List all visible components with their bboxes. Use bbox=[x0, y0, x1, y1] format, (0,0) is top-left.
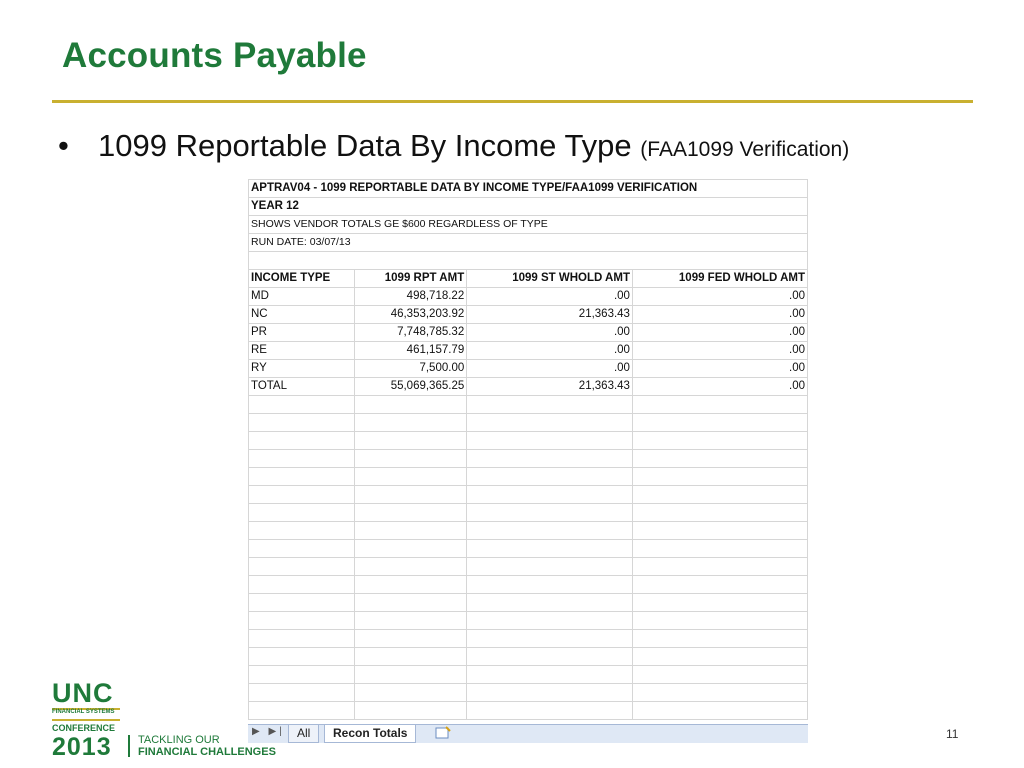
empty-cell bbox=[632, 468, 807, 486]
empty-cell bbox=[355, 594, 467, 612]
empty-row bbox=[249, 522, 808, 540]
title-divider bbox=[52, 100, 973, 103]
empty-cell bbox=[249, 486, 355, 504]
empty-cell bbox=[355, 558, 467, 576]
logo-tagline-1: TACKLING OUR bbox=[138, 734, 220, 746]
table-row bbox=[249, 360, 808, 378]
empty-cell bbox=[632, 576, 807, 594]
empty-cell bbox=[467, 594, 633, 612]
insert-sheet-icon[interactable] bbox=[434, 726, 454, 740]
cell-rpt-amt: 7,500.00 bbox=[355, 360, 467, 378]
cell-st-whold: .00 bbox=[467, 324, 633, 342]
cell-st-whold: .00 bbox=[467, 342, 633, 360]
spreadsheet bbox=[248, 179, 808, 742]
empty-row bbox=[249, 486, 808, 504]
cell-st-whold: 21,363.43 bbox=[467, 378, 633, 396]
empty-cell bbox=[467, 612, 633, 630]
cell-income-type: NC bbox=[249, 306, 355, 324]
empty-cell bbox=[249, 396, 355, 414]
empty-cell bbox=[467, 414, 633, 432]
empty-row bbox=[249, 414, 808, 432]
bullet-marker: • bbox=[58, 128, 69, 163]
cell-rpt-amt: 461,157.79 bbox=[355, 342, 467, 360]
empty-cell bbox=[632, 414, 807, 432]
empty-cell bbox=[632, 486, 807, 504]
empty-row bbox=[249, 504, 808, 522]
empty-cell bbox=[467, 432, 633, 450]
empty-cell bbox=[249, 594, 355, 612]
empty-row bbox=[249, 630, 808, 648]
empty-cell bbox=[467, 684, 633, 702]
empty-grid-rows bbox=[249, 396, 808, 720]
table-row bbox=[249, 342, 808, 360]
empty-row bbox=[249, 648, 808, 666]
empty-row bbox=[249, 468, 808, 486]
bullet-sub-text: (FAA1099 Verification) bbox=[640, 138, 850, 161]
logo-small-text: FINANCIAL SYSTEMS bbox=[52, 709, 115, 715]
empty-row bbox=[249, 396, 808, 414]
empty-cell bbox=[355, 504, 467, 522]
empty-cell bbox=[632, 396, 807, 414]
cell-income-type: RE bbox=[249, 342, 355, 360]
empty-cell bbox=[355, 630, 467, 648]
cell-income-type: MD bbox=[249, 288, 355, 306]
report-run-date: RUN DATE: 03/07/13 bbox=[249, 234, 808, 252]
empty-cell bbox=[467, 522, 633, 540]
empty-cell bbox=[467, 504, 633, 522]
tab-all[interactable]: All bbox=[288, 725, 319, 743]
header-row bbox=[249, 270, 808, 288]
empty-cell bbox=[632, 450, 807, 468]
empty-cell bbox=[467, 450, 633, 468]
logo-conference-text: CONFERENCE bbox=[52, 723, 116, 733]
empty-cell bbox=[249, 648, 355, 666]
tab-recon-totals[interactable]: Recon Totals bbox=[324, 725, 416, 743]
cell-fed-whold: .00 bbox=[632, 378, 807, 396]
empty-cell bbox=[632, 666, 807, 684]
cell-rpt-amt: 7,748,785.32 bbox=[355, 324, 467, 342]
column-header: 1099 ST WHOLD AMT bbox=[467, 270, 633, 288]
empty-cell bbox=[355, 612, 467, 630]
empty-cell bbox=[632, 594, 807, 612]
empty-row bbox=[249, 252, 808, 270]
empty-row bbox=[249, 666, 808, 684]
empty-cell bbox=[467, 558, 633, 576]
empty-cell bbox=[249, 630, 355, 648]
empty-cell bbox=[355, 486, 467, 504]
cell-fed-whold: .00 bbox=[632, 342, 807, 360]
empty-row bbox=[249, 432, 808, 450]
empty-cell bbox=[632, 702, 807, 720]
report-year: YEAR 12 bbox=[249, 198, 808, 216]
empty-cell bbox=[632, 522, 807, 540]
empty-cell bbox=[467, 540, 633, 558]
empty-row bbox=[249, 612, 808, 630]
empty-cell bbox=[249, 468, 355, 486]
cell-income-type: RY bbox=[249, 360, 355, 378]
empty-cell bbox=[249, 522, 355, 540]
cell-st-whold: .00 bbox=[467, 288, 633, 306]
empty-cell bbox=[249, 540, 355, 558]
empty-cell bbox=[355, 648, 467, 666]
empty-cell bbox=[632, 504, 807, 522]
tab-scroll-nav[interactable]: ▶ ▶| bbox=[252, 726, 285, 737]
table-row bbox=[249, 306, 808, 324]
cell-st-whold: 21,363.43 bbox=[467, 306, 633, 324]
empty-cell bbox=[467, 576, 633, 594]
sheet-tab-bar bbox=[248, 724, 808, 743]
report-table bbox=[248, 179, 808, 720]
conference-logo bbox=[52, 678, 292, 763]
empty-cell bbox=[467, 396, 633, 414]
page-number: 11 bbox=[946, 727, 959, 741]
cell-fed-whold: .00 bbox=[632, 306, 807, 324]
cell-fed-whold: .00 bbox=[632, 324, 807, 342]
logo-divider bbox=[52, 719, 120, 721]
empty-cell bbox=[632, 630, 807, 648]
empty-cell bbox=[467, 486, 633, 504]
empty-row bbox=[249, 540, 808, 558]
empty-row bbox=[249, 576, 808, 594]
empty-cell bbox=[467, 666, 633, 684]
empty-cell bbox=[355, 576, 467, 594]
cell-rpt-amt: 498,718.22 bbox=[355, 288, 467, 306]
total-row bbox=[249, 378, 808, 396]
empty-row bbox=[249, 684, 808, 702]
cell-rpt-amt: 46,353,203.92 bbox=[355, 306, 467, 324]
empty-cell bbox=[249, 612, 355, 630]
cell-rpt-amt: 55,069,365.25 bbox=[355, 378, 467, 396]
report-description: SHOWS VENDOR TOTALS GE $600 REGARDLESS OF TYPE bbox=[249, 216, 808, 234]
empty-cell bbox=[355, 468, 467, 486]
logo-separator bbox=[128, 735, 130, 757]
empty-cell bbox=[355, 396, 467, 414]
table-row bbox=[249, 324, 808, 342]
empty-cell bbox=[355, 702, 467, 720]
empty-cell bbox=[249, 576, 355, 594]
column-header: 1099 FED WHOLD AMT bbox=[632, 270, 807, 288]
cell-fed-whold: .00 bbox=[632, 360, 807, 378]
empty-cell bbox=[632, 684, 807, 702]
logo-unc-text: UNC bbox=[52, 678, 114, 708]
empty-cell bbox=[249, 558, 355, 576]
empty-cell bbox=[355, 684, 467, 702]
empty-cell bbox=[467, 468, 633, 486]
bullet-item bbox=[58, 128, 849, 164]
empty-cell bbox=[632, 432, 807, 450]
empty-row bbox=[249, 450, 808, 468]
empty-cell bbox=[249, 432, 355, 450]
column-header: 1099 RPT AMT bbox=[355, 270, 467, 288]
slide-title: Accounts Payable bbox=[62, 36, 367, 75]
empty-cell bbox=[355, 432, 467, 450]
table-row bbox=[249, 288, 808, 306]
empty-cell bbox=[355, 522, 467, 540]
empty-cell bbox=[355, 540, 467, 558]
empty-cell bbox=[632, 648, 807, 666]
empty-cell bbox=[467, 630, 633, 648]
empty-row bbox=[249, 702, 808, 720]
empty-cell bbox=[249, 450, 355, 468]
cell-income-type: TOTAL bbox=[249, 378, 355, 396]
report-title: APTRAV04 - 1099 REPORTABLE DATA BY INCOME TYPE/FAA1099 VERIFICATION bbox=[249, 180, 808, 198]
cell-st-whold: .00 bbox=[467, 360, 633, 378]
empty-cell bbox=[355, 666, 467, 684]
empty-cell bbox=[467, 702, 633, 720]
empty-cell bbox=[632, 612, 807, 630]
empty-cell bbox=[249, 504, 355, 522]
empty-cell bbox=[632, 558, 807, 576]
empty-row bbox=[249, 594, 808, 612]
logo-year: 2013 bbox=[52, 733, 112, 761]
empty-row bbox=[249, 558, 808, 576]
empty-cell bbox=[355, 450, 467, 468]
empty-cell bbox=[355, 414, 467, 432]
empty-cell bbox=[632, 540, 807, 558]
column-header: INCOME TYPE bbox=[249, 270, 355, 288]
empty-cell bbox=[249, 414, 355, 432]
cell-fed-whold: .00 bbox=[632, 288, 807, 306]
logo-tagline-2: FINANCIAL CHALLENGES bbox=[138, 746, 276, 758]
cell-income-type: PR bbox=[249, 324, 355, 342]
empty-cell bbox=[467, 648, 633, 666]
bullet-main-text: 1099 Reportable Data By Income Type bbox=[98, 128, 632, 163]
